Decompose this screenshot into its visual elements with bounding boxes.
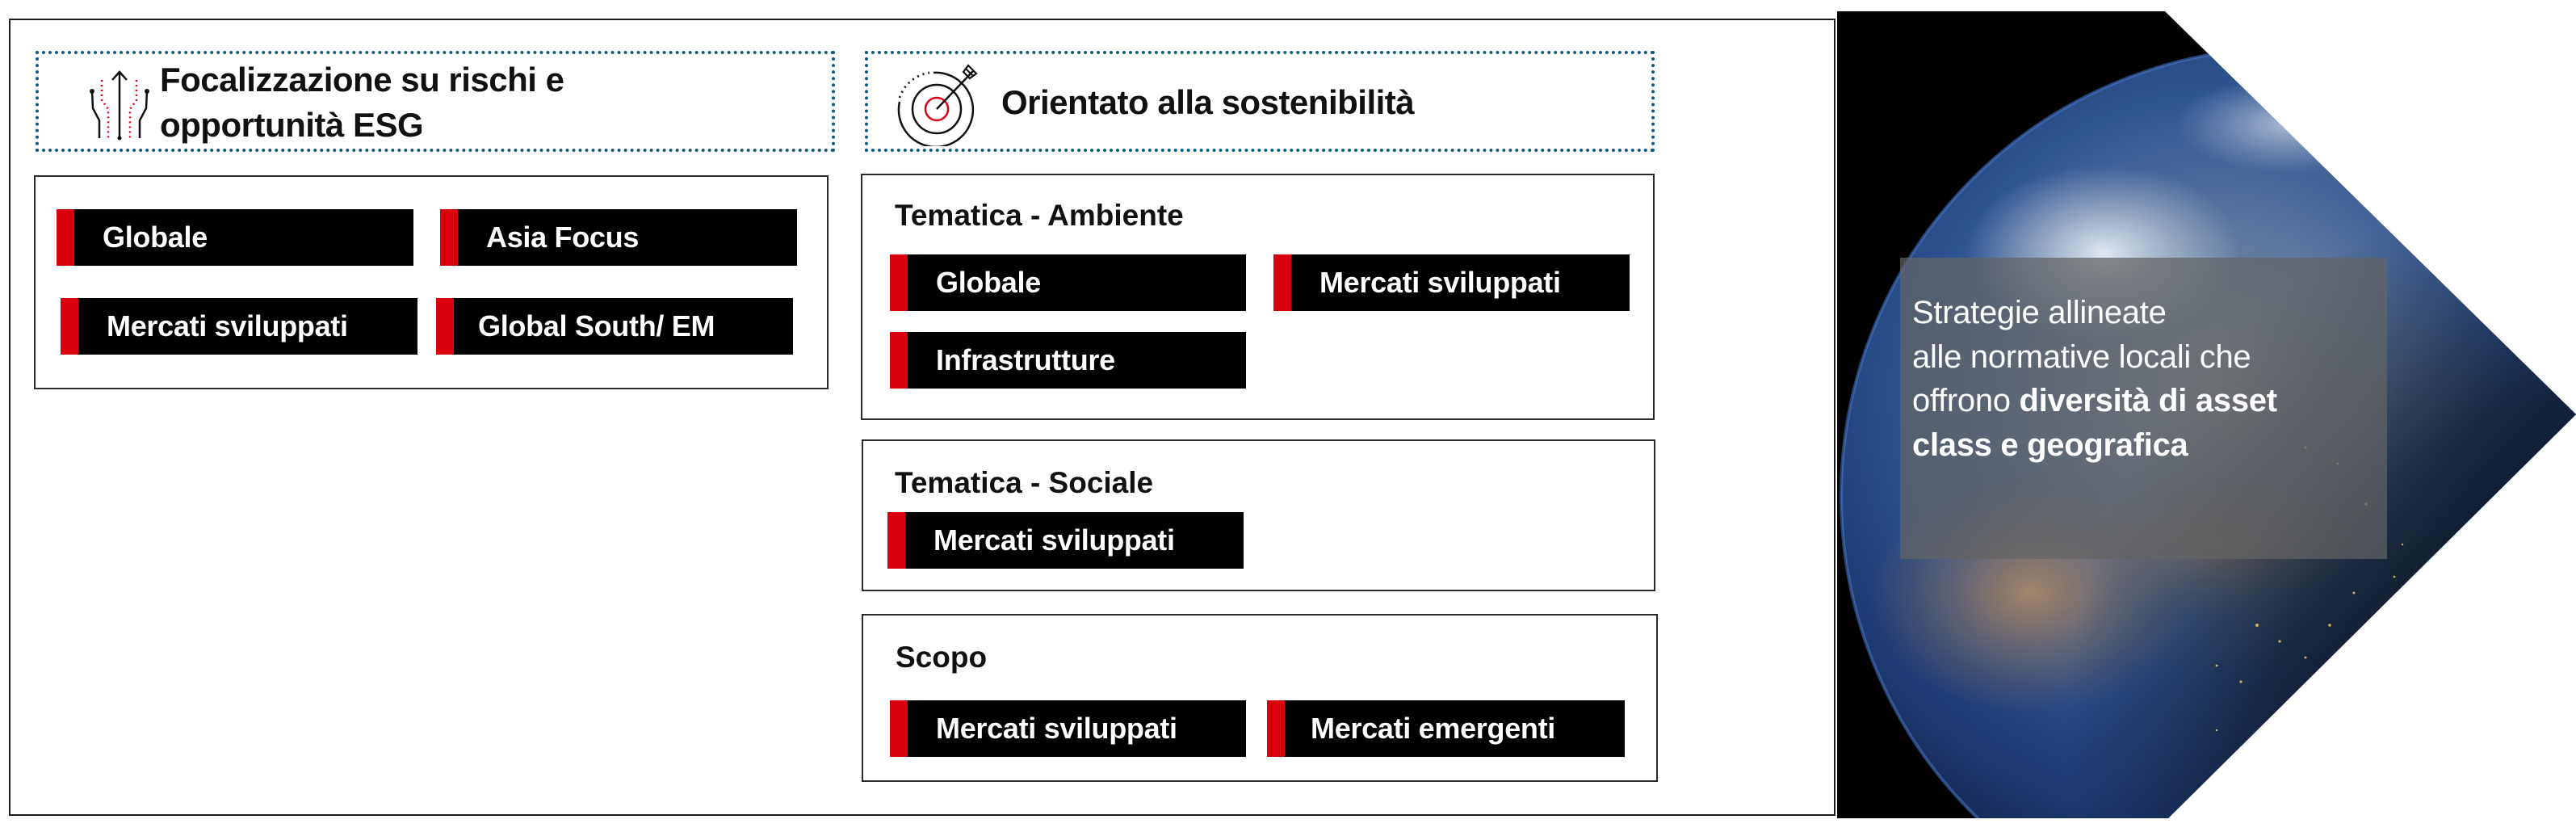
tag-ambiente-globale[interactable]	[890, 254, 1246, 311]
tag-asia-focus[interactable]	[440, 209, 797, 266]
tag-label: Mercati emergenti	[1311, 712, 1556, 745]
tag-scopo-mercati-sviluppati[interactable]	[890, 700, 1246, 757]
caption-line1: Strategie allineate	[1912, 295, 2167, 330]
tag-label: Infrastrutture	[936, 343, 1115, 376]
caption-text	[1912, 291, 2381, 467]
diverging-paths-arrow-icon	[82, 61, 155, 141]
caption-line3-regular: offrono	[1912, 383, 2020, 418]
red-accent-stripe	[1267, 700, 1285, 757]
caption-line3	[1912, 379, 2381, 423]
group-title: Tematica - Ambiente	[895, 199, 1184, 232]
tag-label: Mercati sviluppati	[1319, 266, 1561, 299]
tag-label: Mercati sviluppati	[933, 523, 1175, 557]
red-accent-stripe	[890, 700, 908, 757]
tag-mercati-sviluppati[interactable]	[61, 298, 417, 355]
tag-label: Asia Focus	[486, 221, 640, 254]
tag-global-south-em[interactable]	[436, 298, 793, 355]
red-accent-stripe	[890, 332, 908, 389]
tag-label: Mercati sviluppati	[107, 309, 348, 342]
tag-label: Globale	[103, 221, 208, 254]
tag-ambiente-mercati-sviluppati[interactable]	[1273, 254, 1630, 311]
group-title: Scopo	[896, 641, 988, 674]
red-accent-stripe	[57, 209, 74, 266]
tag-label: Global South/ EM	[478, 309, 715, 342]
red-accent-stripe	[61, 298, 78, 355]
target-arrow-icon	[883, 57, 980, 146]
tag-sociale-mercati-sviluppati[interactable]	[887, 512, 1244, 569]
red-accent-stripe	[1273, 254, 1291, 311]
sustainability-header	[865, 51, 1655, 152]
caption-line2: alle normative locali che	[1912, 338, 2251, 375]
red-accent-stripe	[887, 512, 905, 569]
esg-focus-title-line1: Focalizzazione su rischi e	[160, 61, 564, 99]
caption-line4: class e geografica	[1912, 427, 2188, 463]
esg-focus-title-line2: opportunità ESG	[160, 106, 424, 144]
tag-ambiente-infrastrutture[interactable]	[890, 332, 1246, 389]
tag-scopo-mercati-emergenti[interactable]	[1267, 700, 1625, 757]
esg-focus-tags-box	[34, 175, 829, 389]
red-accent-stripe	[440, 209, 458, 266]
tag-label: Mercati sviluppati	[936, 712, 1177, 745]
sustainability-title: Orientato alla sostenibilità	[1001, 83, 1415, 121]
caption-line3-bold: diversità di asset	[2019, 383, 2277, 418]
red-accent-stripe	[890, 254, 908, 311]
group-title: Tematica - Sociale	[895, 466, 1154, 499]
red-accent-stripe	[436, 298, 454, 355]
tag-globale[interactable]	[57, 209, 413, 266]
tag-label: Globale	[936, 266, 1041, 299]
esg-focus-header	[36, 51, 835, 152]
